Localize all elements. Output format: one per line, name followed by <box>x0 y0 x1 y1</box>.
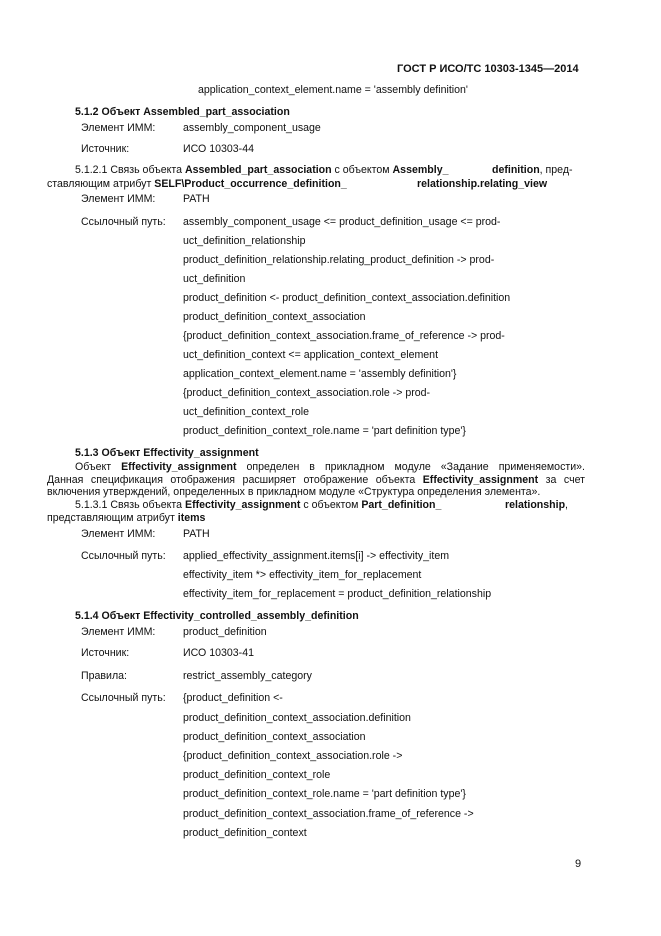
source-label: Источник: <box>81 143 130 155</box>
rules-label: Правила: <box>81 670 127 682</box>
reference-path-line: product_definition_context <box>183 827 307 839</box>
source-value: ИСО 10303-44 <box>183 143 254 155</box>
reference-path-line: {product_definition_context_association.role -> prod- <box>183 387 431 399</box>
reference-path-line: uct_definition <box>183 273 246 285</box>
target-object-part-a: Part_definition_ <box>361 499 442 511</box>
target-object-part-b: relationship <box>505 499 566 511</box>
section-heading-5-1-4: 5.1.4 Объект Effectivity_controlled_assembly_definition <box>75 610 359 622</box>
line-end-text: , <box>565 499 568 511</box>
source-label: Источник: <box>81 647 130 659</box>
paragraph-line: включения утверждений, определенных в прикладном модуле «Структура определения элемента». <box>47 486 541 498</box>
attribute-name-part-a: SELF\Product_occurrence_definition_ <box>154 178 347 190</box>
imm-element-value: PATH <box>183 193 210 205</box>
reference-path-line: uct_definition_context_role <box>183 406 310 418</box>
text-run: Данная спецификация отображения расширяет отображение объекта <box>47 474 423 486</box>
imm-element-label: Элемент ИММ: <box>81 193 156 205</box>
connector-text: с объектом <box>300 499 362 511</box>
subsection-5-1-2-1-line1 <box>75 164 448 176</box>
reference-path-label: Ссылочный путь: <box>81 550 166 562</box>
reference-path-line: applied_effectivity_assignment.items[i] -> effectivity_item <box>183 550 450 562</box>
imm-element-value: PATH <box>183 528 210 540</box>
reference-path-line: product_definition_relationship.relating_product_definition -> prod- <box>183 254 495 266</box>
reference-path-line: uct_definition_context <= application_context_element <box>183 349 439 361</box>
reference-path-line: product_definition_context_association <box>183 311 366 323</box>
imm-element-label: Элемент ИММ: <box>81 626 156 638</box>
line-end-text: , пред- <box>539 164 573 176</box>
attribute-intro: представляющим атрибут <box>47 512 178 524</box>
connector-text: с объектом <box>331 164 393 176</box>
text-run: Объект <box>75 461 122 473</box>
subsection-number: 5.1.2.1 Связь объекта <box>75 164 185 176</box>
reference-path-line: {product_definition_context_association.role -> <box>183 750 403 762</box>
reference-path-line: product_definition_context_role <box>183 769 331 781</box>
attribute-name: items <box>177 512 206 524</box>
target-object-part-b: definition <box>492 164 540 176</box>
subsection-5-1-3-1-line1 <box>75 499 441 511</box>
paragraph-line <box>75 461 585 473</box>
page-number: 9 <box>575 858 582 870</box>
text-run: за счет <box>538 474 585 486</box>
subsection-5-1-3-1-line2 <box>47 512 205 524</box>
reference-path-line: effectivity_item *> effectivity_item_for_replacement <box>183 569 422 581</box>
continuation-line: application_context_element.name = 'assembly definition' <box>198 84 468 96</box>
reference-path-line: {product_definition <- <box>183 692 283 704</box>
reference-path-line: assembly_component_usage <= product_definition_usage <= prod- <box>183 216 501 228</box>
reference-path-line: product_definition <- product_definition_context_association.definition <box>183 292 511 304</box>
subsection-number: 5.1.3.1 Связь объекта <box>75 499 185 511</box>
document-header: ГОСТ Р ИСО/ТС 10303-1345—2014 <box>397 63 579 75</box>
section-heading-5-1-2: 5.1.2 Объект Assembled_part_association <box>75 106 290 118</box>
reference-path-line: product_definition_context_association <box>183 731 366 743</box>
source-value: ИСО 10303-41 <box>183 647 254 659</box>
imm-element-label: Элемент ИММ: <box>81 528 156 540</box>
object-name: Effectivity_assignment <box>422 474 539 486</box>
reference-path-line: product_definition_context_association.definition <box>183 712 411 724</box>
text-run: определен в прикладном модуле «Задание применяемости». <box>236 461 585 473</box>
subsection-5-1-2-1-line2 <box>47 178 347 190</box>
reference-path-label: Ссылочный путь: <box>81 692 166 704</box>
reference-path-line: uct_definition_relationship <box>183 235 306 247</box>
object-name: Effectivity_assignment <box>185 499 301 511</box>
reference-path-line: product_definition_context_role.name = 'part definition type'} <box>183 425 466 437</box>
section-heading-5-1-3: 5.1.3 Объект Effectivity_assignment <box>75 447 259 459</box>
object-name: Assembled_part_association <box>185 164 332 176</box>
attribute-intro: ставляющим атрибут <box>47 178 155 190</box>
subsection-5-1-3-1-line1-end <box>505 499 568 511</box>
reference-path-line: effectivity_item_for_replacement = product_definition_relationship <box>183 588 492 600</box>
reference-path-label: Ссылочный путь: <box>81 216 166 228</box>
reference-path-line: application_context_element.name = 'assembly definition'} <box>183 368 457 380</box>
reference-path-line: product_definition_context_association.frame_of_reference -> <box>183 808 474 820</box>
reference-path-line: product_definition_context_role.name = 'part definition type'} <box>183 788 466 800</box>
rules-value: restrict_assembly_category <box>183 670 312 682</box>
target-object-part-a: Assembly_ <box>392 164 449 176</box>
imm-element-value: assembly_component_usage <box>183 122 321 134</box>
attribute-name-part-b: relationship.relating_view <box>417 178 548 190</box>
object-name: Effectivity_assignment <box>121 461 237 473</box>
paragraph-line <box>47 474 585 486</box>
imm-element-label: Элемент ИММ: <box>81 122 156 134</box>
imm-element-value: product_definition <box>183 626 267 638</box>
reference-path-line: {product_definition_context_association.frame_of_reference -> prod- <box>183 330 505 342</box>
subsection-5-1-2-1-line1-end <box>492 164 573 176</box>
